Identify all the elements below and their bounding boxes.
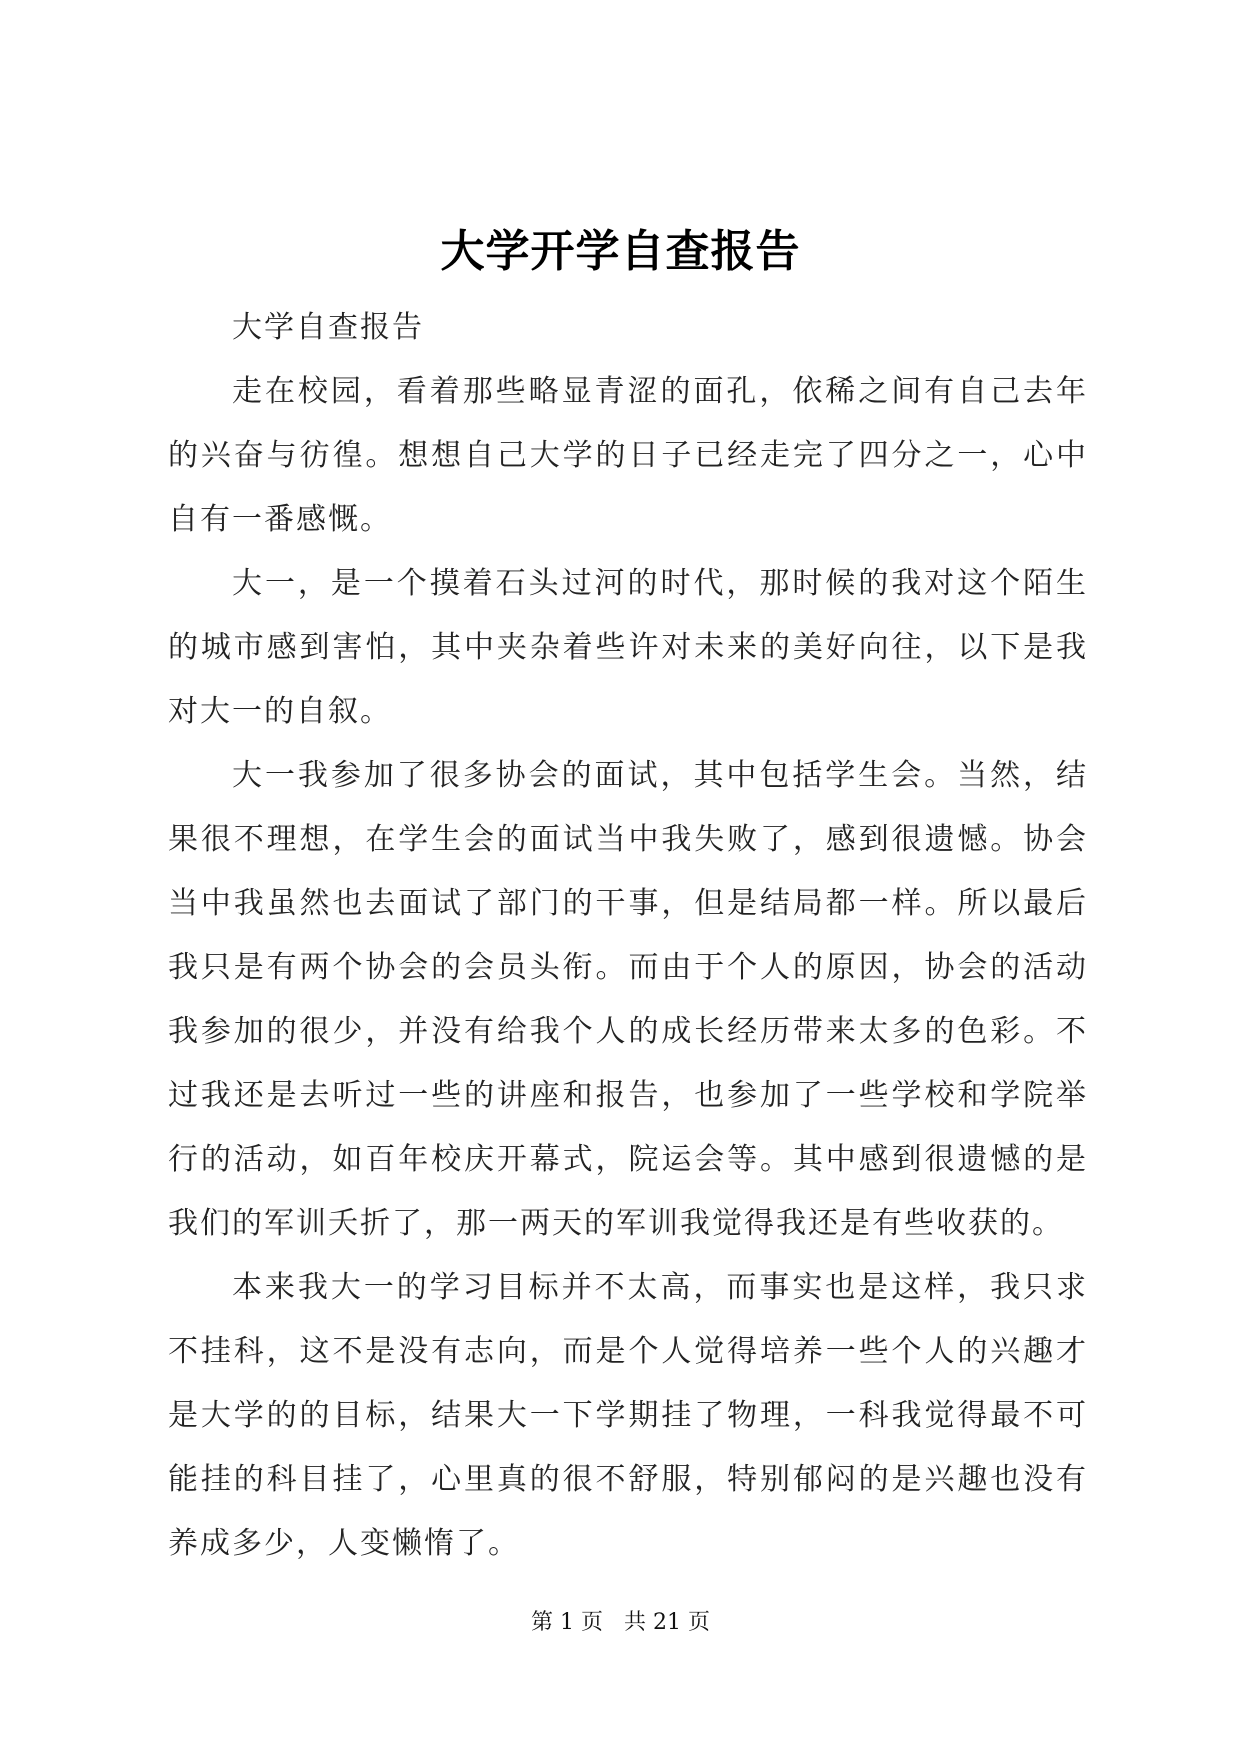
paragraph-2: 大一，是一个摸着石头过河的时代，那时候的我对这个陌生的城市感到害怕，其中夹杂着些许对未来的美好向往，以下是我对大一的自叙。 [168,566,1088,729]
page-title: 大学开学自查报告 [440,226,801,277]
paragraph-subtitle: 大学自查报告 [232,310,424,345]
paragraph-4: 本来我大一的学习目标并不太高，而事实也是这样，我只求不挂科，这不是没有志向，而是个人觉得培养一些个人的兴趣才是大学的的目标，结果大一下学期挂了物理，一科我觉得最不可能挂的科目挂了，心里真的很不舒服，特别郁闷的是兴趣也没有养成多少，人变懒惰了。 [168,1270,1088,1561]
paragraph-1: 走在校园，看着那些略显青涩的面孔，依稀之间有自己去年的兴奋与彷徨。想想自己大学的日子已经走完了四分之一，心中自有一番感慨。 [168,374,1088,537]
page-footer [0,1608,1241,1638]
paragraph-3: 大一我参加了很多协会的面试，其中包括学生会。当然，结果很不理想，在学生会的面试当中我失败了，感到很遗憾。协会当中我虽然也去面试了部门的干事，但是结局都一样。所以最后我只是有两个协会的会员头衔。而由于个人的原因，协会的活动我参加的很少，并没有给我个人的成长经历带来太多的色彩。不过我还是去听过一些的讲座和报告，也参加了一些学校和学院举行的活动，如百年校庆开幕式，院运会等。其中感到很遗憾的是我们的军训夭折了，那一两天的军训我觉得我还是有些收获的。 [168,758,1088,1241]
document-body [168,296,1088,1576]
total-pages: 共 21 页 [623,1610,710,1635]
page-number: 第 1 页 [531,1610,603,1635]
